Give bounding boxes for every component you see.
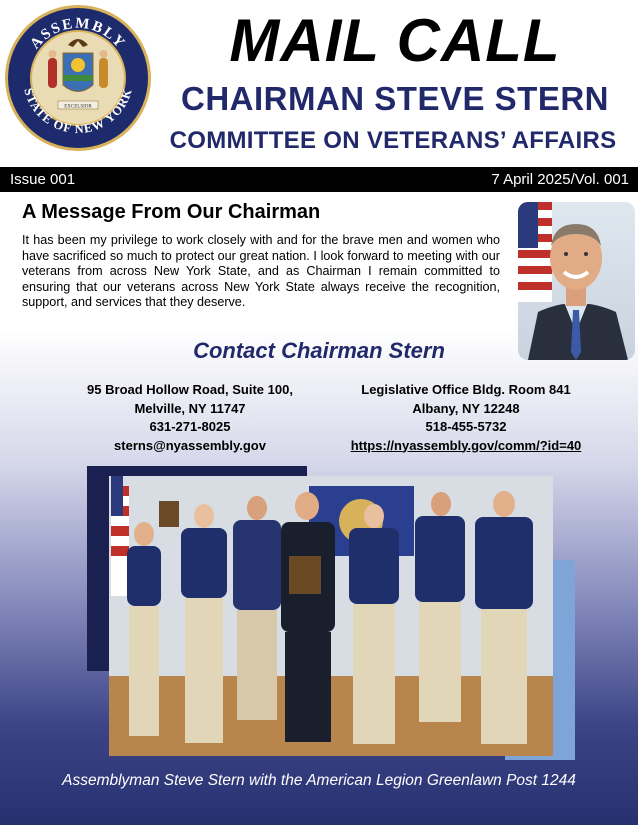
chairman-portrait — [518, 202, 635, 360]
assembly-seal — [3, 3, 153, 153]
district-email[interactable]: sterns@nyassembly.gov — [114, 437, 266, 453]
seal-text-top: ASSEMBLY — [27, 15, 129, 53]
seal-text-bottom: STATE OF NEW YORK — [21, 86, 135, 137]
issue-date-volume: 7 April 2025/Vol. 001 — [491, 171, 629, 188]
message-title: A Message From Our Chairman — [22, 201, 321, 223]
group-photo — [109, 476, 553, 756]
district-address-line1: 95 Broad Hollow Road, Suite 100, — [87, 382, 293, 397]
issue-number: Issue 001 — [10, 171, 76, 188]
albany-address-line2: Albany, NY 12248 — [412, 400, 520, 416]
albany-office-address — [338, 381, 594, 455]
albany-address-line1: Legislative Office Bldg. Room 841 — [361, 382, 571, 397]
district-office-address — [75, 381, 305, 455]
albany-phone[interactable]: 518-455-5732 — [425, 419, 507, 434]
chairman-title: CHAIRMAN STEVE STERN — [180, 80, 610, 117]
issue-bar — [0, 167, 638, 192]
message-body: It has been my privilege to work closely with and for the brave men and women who have sacrificed so much to protect our great nation. I look forward to meeting with our veterans from across New York State, and as Chairman I remain committed to ensuring that our veterans across New York State always receive the recognition, support, and services that they deserve. — [22, 233, 500, 309]
district-address-line2: Melville, NY 11747 — [134, 400, 246, 416]
committee-title: COMMITTEE ON VETERANS’ AFFAIRS — [169, 127, 617, 154]
seal-motto: EXCELSIOR — [64, 104, 92, 110]
photo-caption: Assemblyman Steve Stern with the American Legion Greenlawn Post 1244 — [62, 772, 576, 789]
newsletter-title: MAIL CALL — [229, 7, 561, 74]
district-phone[interactable]: 631-271-8025 — [149, 419, 231, 434]
contact-title: Contact Chairman Stern — [193, 338, 445, 363]
committee-website-link[interactable]: https://nyassembly.gov/comm/?id=40 — [350, 437, 582, 453]
